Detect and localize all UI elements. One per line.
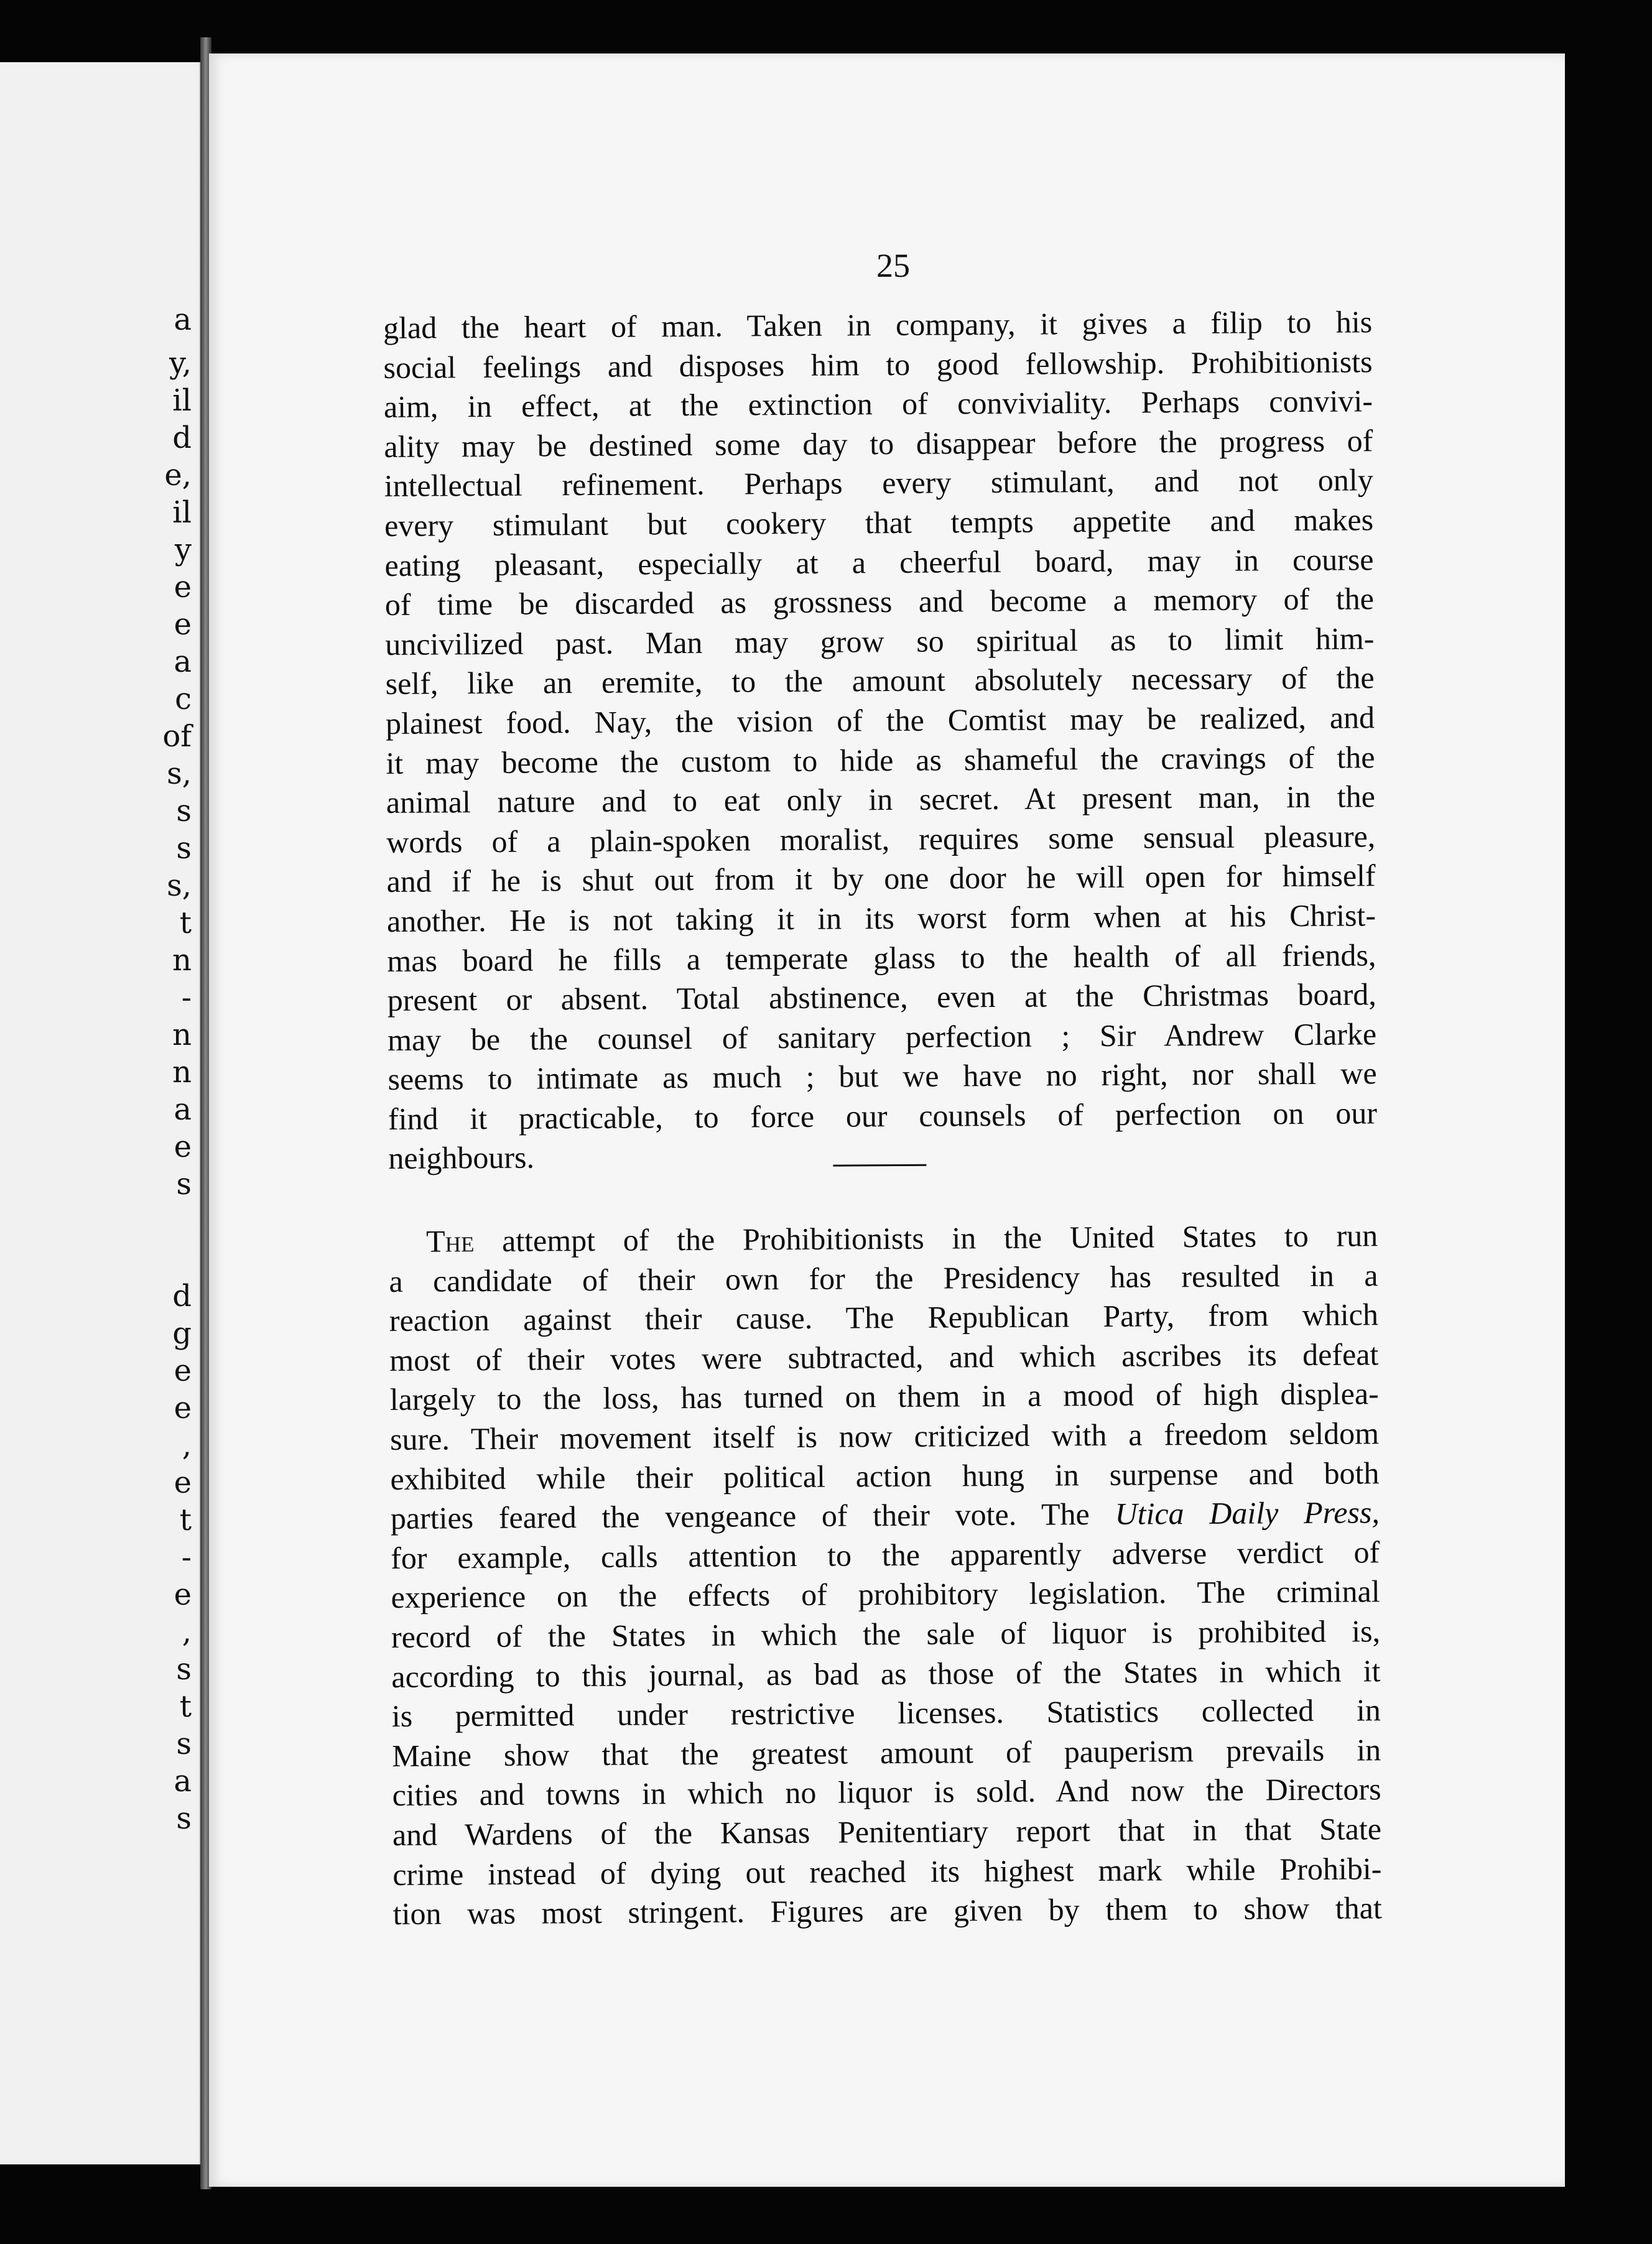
margin-letter: e: [174, 1353, 192, 1388]
margin-letter: e: [174, 570, 192, 605]
margin-letter: -: [181, 980, 192, 1015]
paragraph-2-press-line: [391, 1493, 1380, 1538]
text-line: mas board he fills a temperate glass to the health of all friends,: [387, 937, 1376, 978]
text-line: reaction against their cause. The Republican Party, from which: [389, 1297, 1379, 1338]
margin-letter: ,: [182, 1615, 192, 1649]
margin-letter: -: [181, 1540, 192, 1575]
margin-letter: ,: [182, 1428, 192, 1463]
text-line: Maine show that the greatest amount of pauperism prevails in: [392, 1732, 1381, 1773]
text-line: social feelings and disposes him to good fellowship. Prohibitionists: [383, 343, 1373, 385]
margin-letter: y: [174, 532, 192, 567]
text-line: self, like an eremite, to the amount absolutely necessary of the: [385, 660, 1375, 702]
margin-letter: s: [176, 794, 192, 828]
margin-letter: a: [174, 302, 192, 337]
text-line: seems to intimate as much ; but we have no right, nor shall we: [387, 1055, 1377, 1097]
margin-letter: a: [174, 1764, 192, 1799]
paragraph-1: [383, 302, 1377, 1139]
paragraph-1-last-line: neighbours.: [388, 1140, 535, 1176]
text-line: most of their votes were subtracted, and which ascribes its defeat: [389, 1337, 1379, 1378]
text-line: a candidate of their own for the Presidency has resulted in a: [389, 1257, 1378, 1299]
text-line: tion was most stringent. Figures are given by them to show that: [392, 1890, 1382, 1932]
margin-letter: c: [175, 682, 192, 716]
margin-letter: e: [174, 1391, 192, 1426]
text-line: words of a plain-spoken moralist, requires some sensual pleasure,: [386, 818, 1376, 860]
margin-letter: d: [172, 1279, 192, 1314]
text-line: ality may be destined some day to disappear before the progress of: [384, 423, 1373, 464]
margin-letter: t: [179, 906, 192, 940]
text-line: intellectual refinement. Perhaps every stimulant, and not only: [384, 462, 1373, 504]
margin-letter: il: [172, 495, 192, 530]
newspaper-title: Utica Daily Press,: [1115, 1495, 1380, 1532]
text-line: of time be discarded as grossness and become a memory of the: [384, 581, 1375, 623]
margin-letter: s,: [167, 868, 192, 903]
paragraph-2-lines-b: [391, 1532, 1382, 1934]
body-text: [383, 302, 1382, 1934]
drop-word: The: [425, 1223, 475, 1259]
margin-letter: d: [172, 420, 192, 455]
margin-letter: s: [176, 1801, 192, 1836]
text-line: cities and towns in which no liquor is sold. And now the Directors: [392, 1771, 1381, 1813]
text-line: find it practicable, to force our counsels of perfection on our: [387, 1095, 1378, 1136]
margin-letter: a: [174, 644, 192, 679]
paragraph-1-end-row: [388, 1133, 1377, 1179]
margin-letter: e: [174, 1465, 192, 1500]
text-line: may be the counsel of sanitary perfection ; Sir Andrew Clarke: [387, 1016, 1377, 1057]
margin-letter: t: [179, 1689, 192, 1724]
text-line: for example, calls attention to the apparently adverse verdict of: [391, 1534, 1380, 1575]
margin-letter: n: [172, 943, 192, 978]
text-line: animal nature and to eat only in secret. At present man, in the: [386, 779, 1375, 820]
margin-letter: n: [172, 1055, 192, 1090]
text-line: according to this journal, as bad as those of the States in which it: [391, 1653, 1381, 1694]
margin-letter: e,: [164, 458, 192, 493]
margin-letter: e: [174, 607, 192, 642]
section-divider-rule: [833, 1164, 926, 1167]
margin-letter: a: [174, 1092, 192, 1127]
text-line: is permitted under restrictive licenses. Statistics collected in: [391, 1692, 1381, 1734]
text-line: eating pleasant, especially at a cheerful board, may in course: [384, 541, 1374, 583]
margin-letter: g: [172, 1316, 192, 1351]
text-line: present or absent. Total abstinence, even at the Christmas board,: [387, 976, 1376, 1018]
margin-letter: s: [176, 831, 192, 866]
text-line: record of the States in which the sale of liquor is prohibited is,: [391, 1613, 1381, 1654]
text-line: and Wardens of the Kansas Penitentiary report that in that State: [392, 1811, 1382, 1852]
margin-letter: of: [162, 719, 192, 754]
margin-letter: e: [174, 1129, 192, 1164]
left-margin-letters: [0, 62, 199, 2164]
margin-letter: e: [174, 1577, 192, 1612]
text-line: aim, in effect, at the extinction of conviviality. Perhaps convivi-: [383, 383, 1373, 425]
text-line: uncivilized past. Man may grow so spiritual as to limit him-: [385, 621, 1375, 662]
margin-letter: n: [172, 1018, 192, 1052]
text-line: experience on the effects of prohibitory legislation. The criminal: [391, 1574, 1380, 1615]
first-line-rest: attempt of the Prohibitionists in the United States to run: [474, 1218, 1378, 1259]
margin-letter: il: [172, 383, 192, 418]
text-line: exhibited while their political action hung in surpense and both: [390, 1455, 1380, 1496]
paragraph-2-first-line: [389, 1216, 1378, 1261]
paragraph-2-lines-a: [389, 1256, 1379, 1499]
page-number: 25: [876, 247, 910, 284]
margin-letter: s: [176, 1652, 192, 1687]
text-line: largely to the loss, has turned on them in a mood of high displea-: [389, 1376, 1379, 1417]
left-page-fragment: [0, 62, 203, 2164]
text-line: plainest food. Nay, the vision of the Comtist may be realized, and: [385, 700, 1375, 741]
margin-letter: s: [176, 1167, 192, 1202]
press-line-before: parties feared the vengeance of their vote. The: [390, 1496, 1115, 1536]
text-line: and if he is shut out from it by one door he will open for himself: [386, 858, 1376, 899]
margin-letter: t: [179, 1503, 192, 1537]
margin-letter: y,: [169, 346, 192, 381]
margin-letter: s: [176, 1727, 192, 1761]
margin-letter: s,: [167, 756, 192, 791]
paragraph-gap: [389, 1172, 1378, 1222]
right-page: [209, 53, 1565, 2187]
text-line: glad the heart of man. Taken in company, it gives a filip to his: [383, 304, 1373, 345]
text-line: another. He is not taking it in its worst form when at his Christ-: [386, 897, 1376, 939]
text-line: every stimulant but cookery that tempts appetite and makes: [384, 502, 1374, 543]
text-line: crime instead of dying out reached its highest mark while Prohibi-: [392, 1850, 1382, 1892]
text-line: it may become the custom to hide as shameful the cravings of the: [386, 739, 1375, 781]
text-line: sure. Their movement itself is now criticized with a freedom seldom: [389, 1416, 1380, 1457]
paragraph-2: [389, 1216, 1382, 1934]
